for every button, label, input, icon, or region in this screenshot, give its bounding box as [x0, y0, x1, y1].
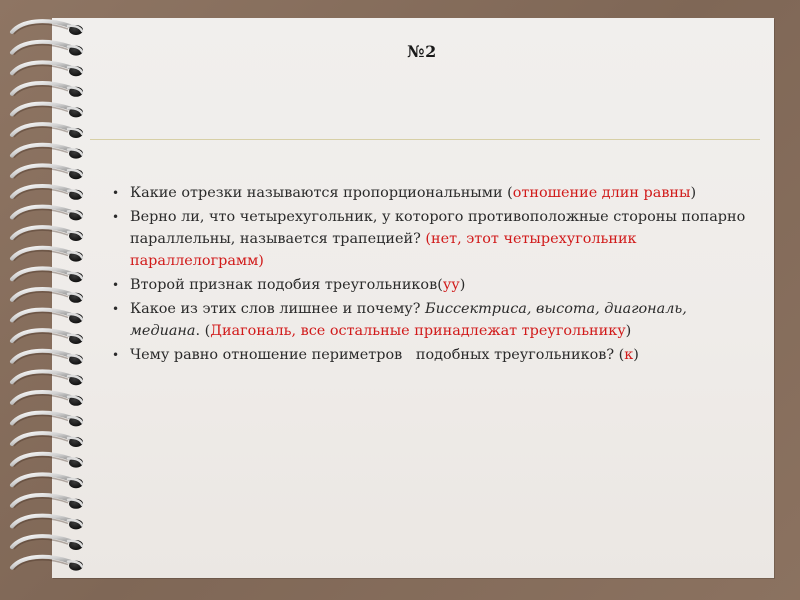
answer-text: Диагональ, все остальные принадлежат треугольнику	[210, 323, 626, 339]
spiral-ring-icon	[12, 433, 83, 447]
spiral-ring-icon	[12, 165, 83, 179]
spiral-ring-icon	[12, 310, 83, 324]
question-text: Какие отрезки называются пропорциональными (	[130, 185, 513, 201]
title-divider	[90, 139, 760, 140]
italic-words: Биссектриса, высота, диагональ, медиана	[130, 301, 687, 339]
list-item	[112, 274, 752, 296]
question-list	[112, 182, 752, 368]
spiral-ring-icon	[12, 248, 83, 262]
question-text: Какое из этих слов лишнее и почему?	[130, 301, 426, 317]
answer-text: отношение длин равны	[512, 185, 691, 201]
list-item	[112, 206, 752, 272]
answer-text: (нет, этот четырехугольник параллелограмм)	[130, 231, 637, 269]
spiral-ring-icon	[12, 268, 83, 282]
closing-text: )	[625, 323, 632, 339]
list-item	[112, 182, 752, 204]
list-item	[112, 298, 752, 342]
closing-text: )	[633, 347, 639, 363]
spiral-ring-icon	[12, 104, 83, 118]
question-text-2: . (	[195, 323, 211, 339]
spiral-ring-icon	[12, 351, 83, 365]
spiral-ring-icon	[12, 474, 83, 488]
spiral-ring-icon	[12, 454, 83, 468]
spiral-ring-icon	[12, 227, 83, 241]
answer-text: уу	[442, 277, 460, 293]
spiral-ring-icon	[12, 207, 83, 221]
bullet-icon: •	[112, 186, 120, 200]
slide-title: №2	[407, 42, 437, 61]
spiral-ring-icon	[12, 495, 83, 509]
bullet-icon: •	[112, 302, 120, 316]
bullet-icon: •	[112, 210, 120, 224]
spiral-ring-icon	[12, 42, 83, 56]
spiral-ring-icon	[12, 289, 83, 303]
closing-text: )	[690, 185, 697, 201]
bullet-icon: •	[112, 278, 120, 292]
spiral-ring-icon	[12, 145, 83, 159]
spiral-ring-icon	[12, 371, 83, 385]
spiral-ring-icon	[12, 516, 83, 530]
spiral-ring-icon	[12, 62, 83, 76]
bullet-icon: •	[112, 348, 120, 362]
spiral-ring-icon	[12, 330, 83, 344]
spiral-ring-icon	[12, 557, 83, 571]
question-text: Второй признак подобия треугольников(	[130, 277, 443, 293]
list-item	[112, 344, 752, 366]
spiral-ring-icon	[12, 21, 83, 35]
spiral-ring-icon	[12, 83, 83, 97]
question-text: Верно ли, что четырехугольник, у которого противоположные стороны попарно параллельны, называется трапецией?	[130, 209, 746, 247]
spiral-binding-icon	[8, 14, 88, 584]
spiral-ring-icon	[12, 392, 83, 406]
spiral-ring-icon	[12, 413, 83, 427]
spiral-ring-icon	[12, 186, 83, 200]
answer-text: к	[624, 347, 634, 363]
question-text: Чему равно отношение периметров подобных треугольников? (	[130, 347, 625, 363]
closing-text: )	[459, 277, 466, 293]
spiral-ring-icon	[12, 124, 83, 138]
spiral-ring-icon	[12, 536, 83, 550]
